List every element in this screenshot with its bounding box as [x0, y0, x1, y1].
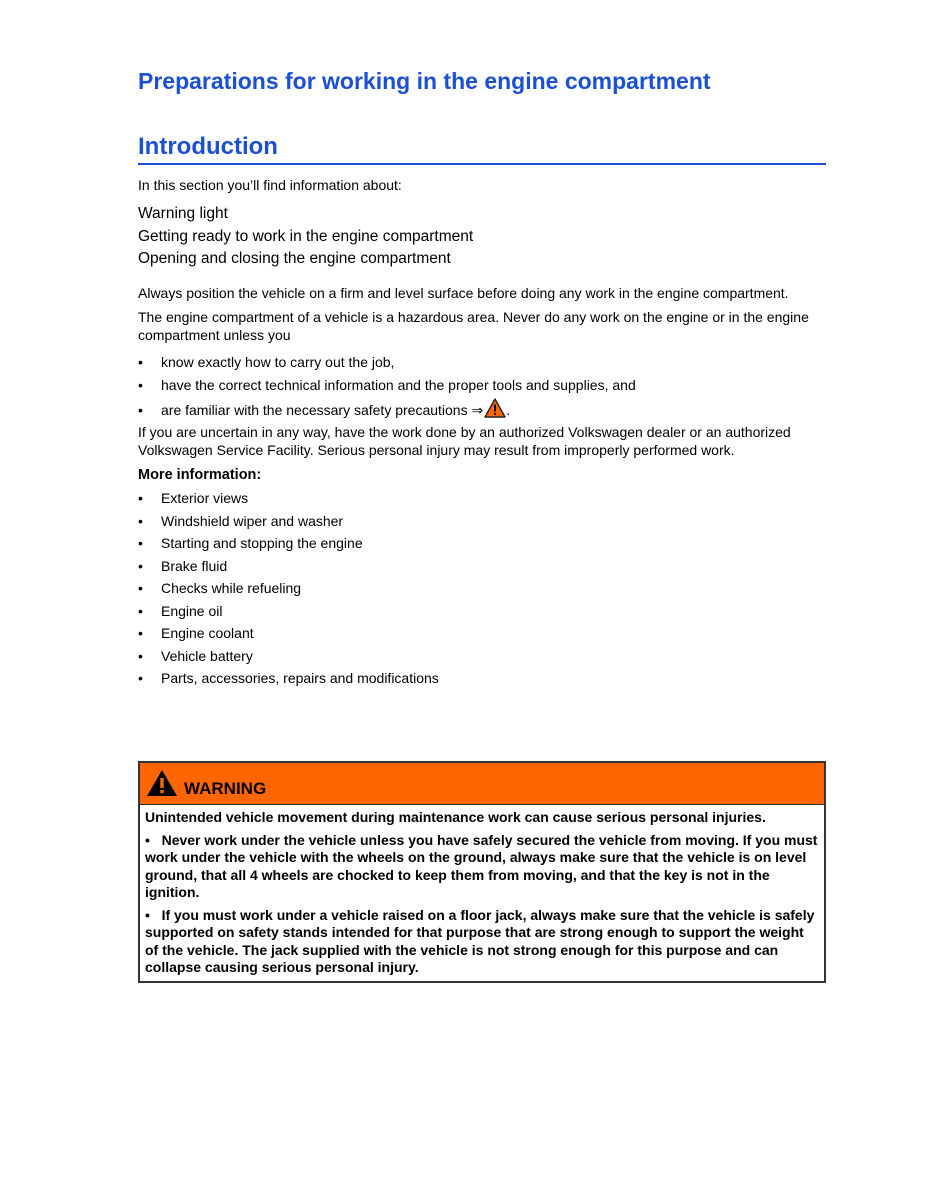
- more-info-link[interactable]: [138, 600, 826, 623]
- list-item-text: Windshield wiper and washer: [161, 512, 344, 529]
- bullet: •: [145, 906, 150, 923]
- section-heading: Introduction: [138, 133, 826, 165]
- warning-body: [140, 805, 824, 981]
- list-item: [138, 351, 826, 374]
- list-item-text: Parts, accessories, repairs and modifications: [161, 670, 439, 686]
- list-item-text: Checks while refueling: [161, 580, 302, 596]
- list-item: [138, 396, 826, 424]
- warning-triangle-icon: [146, 769, 178, 797]
- section-body: [138, 177, 826, 690]
- topic-link-getting-ready[interactable]: Getting ready to work in the engine compartment: [138, 227, 474, 245]
- list-item-text: Engine oil: [161, 602, 223, 619]
- list-item-text: are familiar with the necessary safety precautions ⇒: [161, 402, 484, 418]
- more-info-link[interactable]: [138, 622, 826, 645]
- list-item-text: Vehicle battery: [161, 647, 253, 664]
- warning-item-text: If you must work under a vehicle raised on a floor jack, always make sure that the vehicle is safely supported on safety stands intended for that purpose that are strong enough to support the weight of the vehicle. The jack supplied with the vehicle is not strong enough for this purpose and can collapse causing serious personal injury.: [145, 906, 815, 975]
- list-item-text: Engine coolant: [161, 625, 254, 641]
- list-item: [138, 374, 826, 397]
- bullet: •: [145, 831, 150, 848]
- more-info-link[interactable]: [138, 510, 826, 533]
- more-info-link[interactable]: [138, 555, 826, 578]
- list-item-text: Brake fluid: [161, 557, 228, 574]
- more-info-link[interactable]: [138, 667, 826, 690]
- warning-item: [145, 832, 818, 902]
- paragraph-hazardous-area: The engine compartment of a vehicle is a hazardous area. Never do any work on the engine or in the engine compartment unless you: [138, 309, 809, 343]
- more-info-heading: More information:: [138, 467, 262, 483]
- list-item-text: Starting and stopping the engine: [161, 535, 363, 551]
- list-item-suffix: .: [506, 402, 511, 418]
- warning-item-text: Never work under the vehicle unless you have safely secured the vehicle from moving. If you must work under the vehicle with the wheels on the ground, always make sure that the vehicle is on level ground, that all 4 wheels are chocked to keep them from moving, and that the key is not in the ignition.: [145, 831, 818, 900]
- topic-link-warning-light[interactable]: Warning light: [138, 205, 228, 222]
- warning-triangle-icon[interactable]: [484, 398, 506, 418]
- warning-box: [138, 761, 826, 983]
- more-info-list: [138, 487, 826, 690]
- paragraph-uncertain: If you are uncertain in any way, have the work done by an authorized Volkswagen dealer or an authorized Volkswagen Service Facility. Serious personal injury may result from improperly performed work.: [138, 424, 791, 458]
- topic-link-opening-closing[interactable]: Opening and closing the engine compartment: [138, 250, 451, 267]
- intro-lead: In this section you’ll find information about:: [138, 177, 402, 193]
- list-item-text: Exterior views: [161, 490, 249, 506]
- list-item-text: have the correct technical information and the proper tools and supplies, and: [161, 376, 636, 393]
- more-info-link[interactable]: [138, 532, 826, 555]
- warning-item: [145, 907, 818, 977]
- list-item-text: know exactly how to carry out the job,: [161, 354, 395, 370]
- more-info-link[interactable]: [138, 645, 826, 668]
- more-info-link[interactable]: [138, 487, 826, 510]
- warning-label: WARNING: [184, 779, 267, 798]
- topic-list: [138, 203, 826, 271]
- conditions-list: [138, 351, 826, 424]
- paragraph-level-surface: Always position the vehicle on a firm and level surface before doing any work in the engine compartment.: [138, 284, 789, 301]
- page-title: Preparations for working in the engine compartment: [138, 68, 711, 94]
- more-info-link[interactable]: [138, 577, 826, 600]
- warning-intro: Unintended vehicle movement during maintenance work can cause serious personal injuries.: [145, 809, 766, 825]
- warning-header: [140, 763, 824, 805]
